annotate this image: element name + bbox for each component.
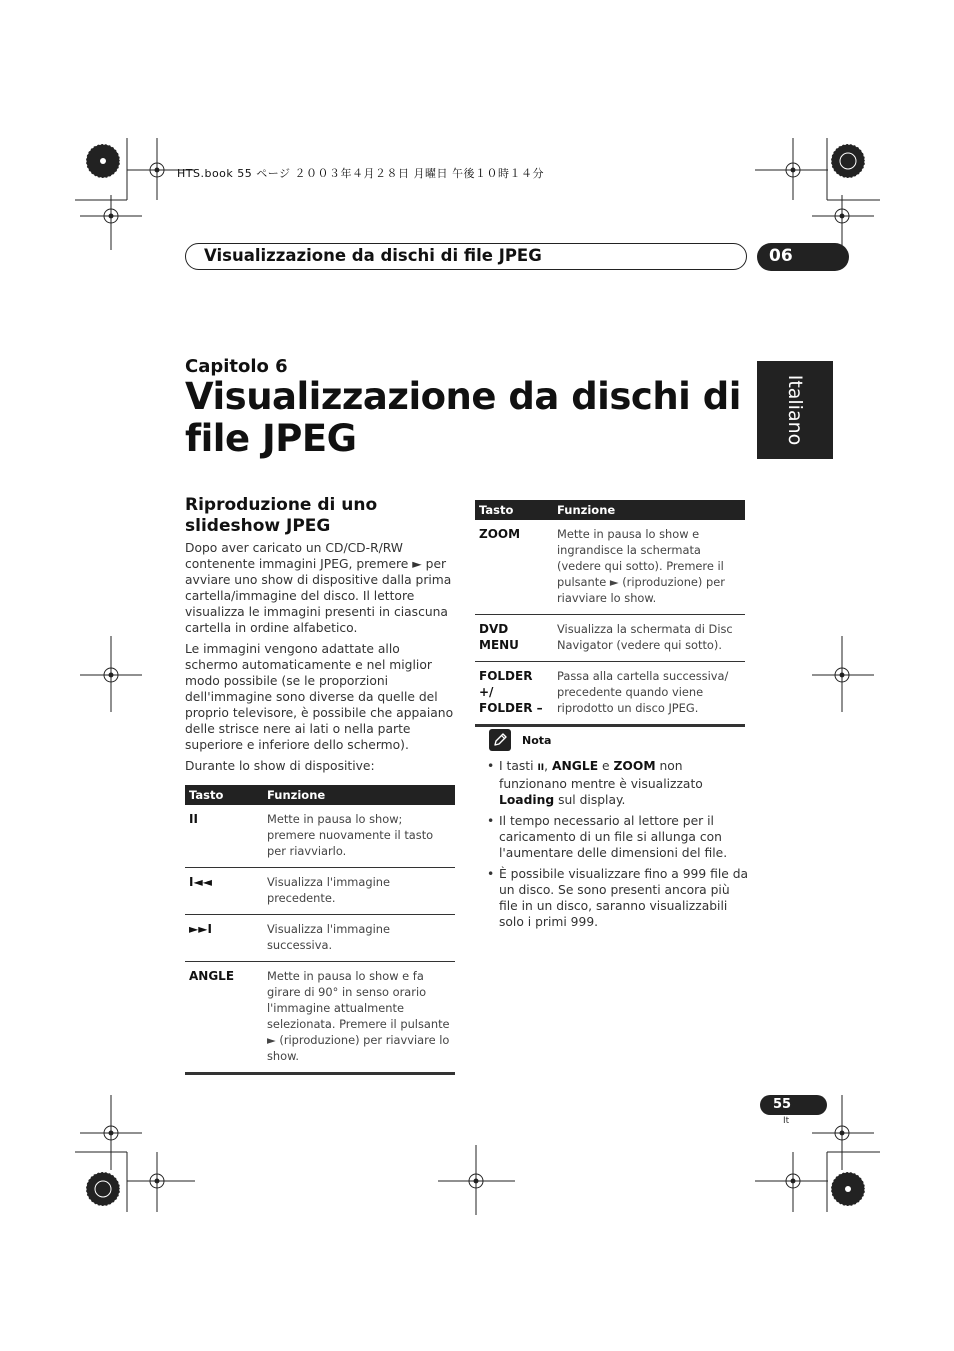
language-tab-label: Italiano	[784, 374, 806, 446]
note-text: sul display.	[554, 793, 626, 807]
chapter-number: 06	[769, 246, 793, 266]
during-show-paragraph: Durante lo show di dispositive:	[185, 759, 375, 773]
table-row	[185, 805, 455, 868]
note-label: Nota	[522, 734, 552, 747]
function-cell: Visualizza l'immagine precedente.	[263, 868, 455, 915]
next-key-icon: ►►I	[185, 915, 263, 962]
list-item	[487, 758, 749, 808]
key-cell: ANGLE	[185, 962, 263, 1074]
table-row	[185, 868, 455, 915]
function-cell: Visualizza la schermata di Disc Navigator (vedere qui sotto).	[553, 615, 745, 662]
section-title: Riproduzione di uno slideshow JPEG	[185, 495, 378, 536]
intro-paragraph: Dopo aver caricato un CD/CD-R/RW contenente immagini JPEG, premere ► per avviare uno show di dispositive dalla prima cartella/immagine del disco. Il lettore visualizza le immagini presenti in ciascuna cartella in ordine alfabetico.	[185, 541, 452, 635]
table-header-row	[185, 785, 455, 805]
slideshow-keys-table	[185, 785, 455, 1075]
function-cell: Mette in pausa lo show e ingrandisce la schermata (vedere qui sotto). Premere il pulsante ► (riproduzione) per riavviare lo show.	[553, 520, 745, 615]
table-row	[185, 962, 455, 1074]
page-language: It	[783, 1116, 790, 1126]
print-header: HTS.book 55 ページ ２００３年４月２８日 月曜日 午後１０時１４分	[177, 167, 545, 180]
chapter-label: Capitolo 6	[185, 356, 288, 377]
scaling-paragraph: Le immagini vengono adattate allo schermo automaticamente e nel miglior modo possibile (se le proporzioni dell'immagine sono diverse da quelle del proprio televisore, è possibile che appaiano delle strisce nere ai lati o nella parte superiore e inferiore dello schermo).	[185, 642, 454, 752]
zoom-key: ZOOM	[613, 759, 656, 773]
list-item: • È possibile visualizzare fino a 999 file da un disco. Se sono presenti ancora più file in un disco, saranno visualizzabili solo i primi 999.	[487, 866, 749, 930]
key-cell: FOLDER +/ FOLDER –	[475, 662, 553, 726]
column-header: Funzione	[553, 500, 745, 520]
chapter-bar-title: Visualizzazione da dischi di file JPEG	[204, 246, 542, 265]
previous-key-icon: I◄◄	[185, 868, 263, 915]
column-header: Tasto	[475, 500, 553, 520]
column-header: Tasto	[185, 785, 263, 805]
angle-key: ANGLE	[551, 759, 599, 773]
note-pencil-icon	[489, 729, 511, 751]
key-cell: DVD MENU	[475, 615, 553, 662]
note-text: e	[598, 759, 614, 773]
list-item: • Il tempo necessario al lettore per il caricamento di un file si allunga con l'aumentare delle dimensioni del file.	[487, 813, 749, 861]
page-number-badge	[760, 1095, 827, 1115]
zoom-keys-table	[475, 500, 745, 727]
table-row	[475, 520, 745, 615]
pause-icon: II	[537, 763, 545, 773]
table-row	[475, 662, 745, 726]
key-cell: ZOOM	[475, 520, 553, 615]
table-row	[475, 615, 745, 662]
page-title: Visualizzazione da dischi di file JPEG	[185, 375, 741, 460]
function-cell: Mette in pausa lo show; premere nuovamente il tasto per riavviarlo.	[263, 805, 455, 868]
page-number: 55	[773, 1097, 792, 1112]
note-text: I tasti	[499, 759, 538, 773]
note-list	[487, 758, 749, 935]
loading-label: Loading	[499, 793, 555, 807]
function-cell: Passa alla cartella successiva/ precedente quando viene riprodotto un disco JPEG.	[553, 662, 745, 726]
column-header: Funzione	[263, 785, 455, 805]
table-row	[185, 915, 455, 962]
note-text: ,	[544, 759, 552, 773]
pause-key-icon: II	[185, 805, 263, 868]
function-cell: Mette in pausa lo show e fa girare di 90° in senso orario l'immagine attualmente selezionata. Premere il pulsante ► (riproduzione) per riavviare lo show.	[263, 962, 455, 1074]
table-header-row	[475, 500, 745, 520]
note-text: non funzionano mentre è visualizzato	[499, 759, 703, 791]
function-cell: Visualizza l'immagine successiva.	[263, 915, 455, 962]
